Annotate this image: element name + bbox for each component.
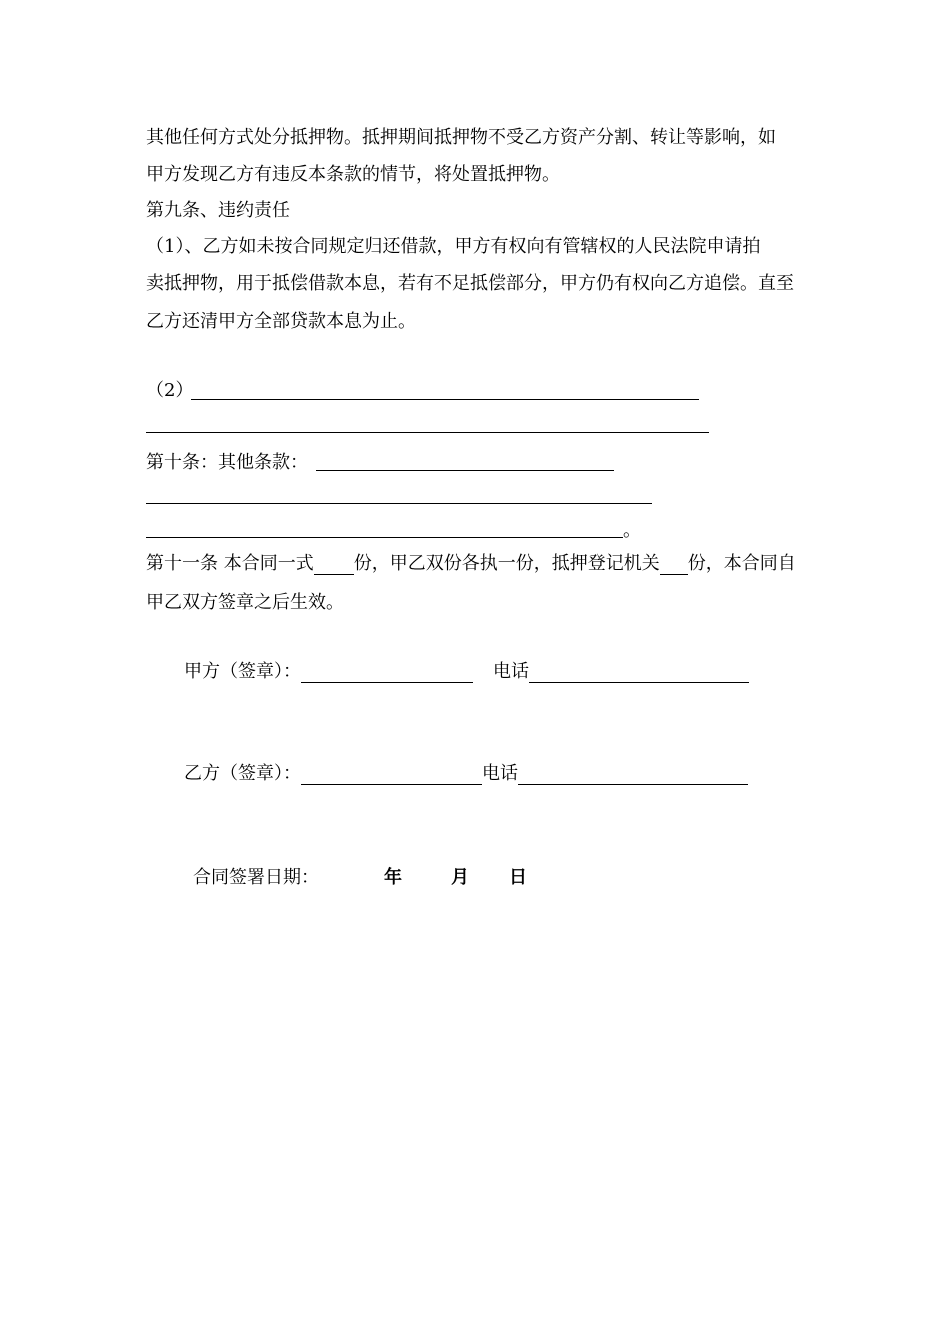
- clause10-blank-line1[interactable]: [316, 470, 614, 471]
- clause9-heading: 第九条、违约责任: [146, 200, 290, 221]
- copies-total-blank[interactable]: [314, 556, 354, 575]
- clause9-item1-line2: 卖抵押物，用于抵偿借款本息，若有不足抵偿部分，甲方仍有权向乙方追偿。直至: [146, 273, 794, 294]
- date-month: 月: [451, 867, 469, 888]
- clause11-line2: 甲乙双方签章之后生效。: [146, 592, 344, 613]
- clause10-blank-line3[interactable]: [146, 537, 623, 538]
- party-b-signature-row: [184, 763, 748, 785]
- clause10-blank-line2[interactable]: [146, 503, 652, 504]
- party-b-phone-label: 电话: [482, 763, 518, 784]
- party-b-label: 乙方（签章）：: [184, 763, 301, 784]
- date-year: 年: [384, 867, 402, 888]
- clause11-part2: 份，甲乙双份各执一份，抵押登记机关: [353, 553, 660, 574]
- date-day: 日: [509, 867, 527, 888]
- clause9-item2-blank-line2[interactable]: [146, 432, 709, 433]
- clause9-item2-blank-line1[interactable]: [191, 399, 699, 400]
- registry-copies-blank[interactable]: [660, 556, 688, 575]
- clause9-item1-line1: （1）、乙方如未按合同规定归还借款，甲方有权向有管辖权的人民法院申请拍: [146, 236, 761, 257]
- party-a-signature-blank[interactable]: [301, 664, 473, 683]
- clause10-end-mark: 。: [623, 520, 641, 541]
- clause10-heading: 第十条：其他条款：: [146, 452, 308, 473]
- party-a-signature-row: [184, 661, 749, 683]
- clause9-item2-label: （2）: [146, 380, 194, 401]
- party-a-phone-label: 电话: [493, 661, 529, 682]
- party-a-phone-blank[interactable]: [529, 664, 749, 683]
- signing-date-label: 合同签署日期：: [193, 867, 319, 888]
- clause11-part3: 份，本合同自: [687, 553, 796, 574]
- clause11-line1: [146, 553, 796, 575]
- clause8-line1: 其他任何方式处分抵押物。抵押期间抵押物不受乙方资产分割、转让等影响，如: [146, 127, 776, 148]
- party-b-signature-blank[interactable]: [301, 766, 482, 785]
- clause11-part1: 第十一条 本合同一式: [146, 553, 314, 574]
- clause9-item1-line3: 乙方还清甲方全部贷款本息为止。: [146, 311, 416, 332]
- clause8-line2: 甲方发现乙方有违反本条款的情节，将处置抵押物。: [146, 164, 560, 185]
- party-b-phone-blank[interactable]: [518, 766, 748, 785]
- party-a-label: 甲方（签章）：: [184, 661, 301, 682]
